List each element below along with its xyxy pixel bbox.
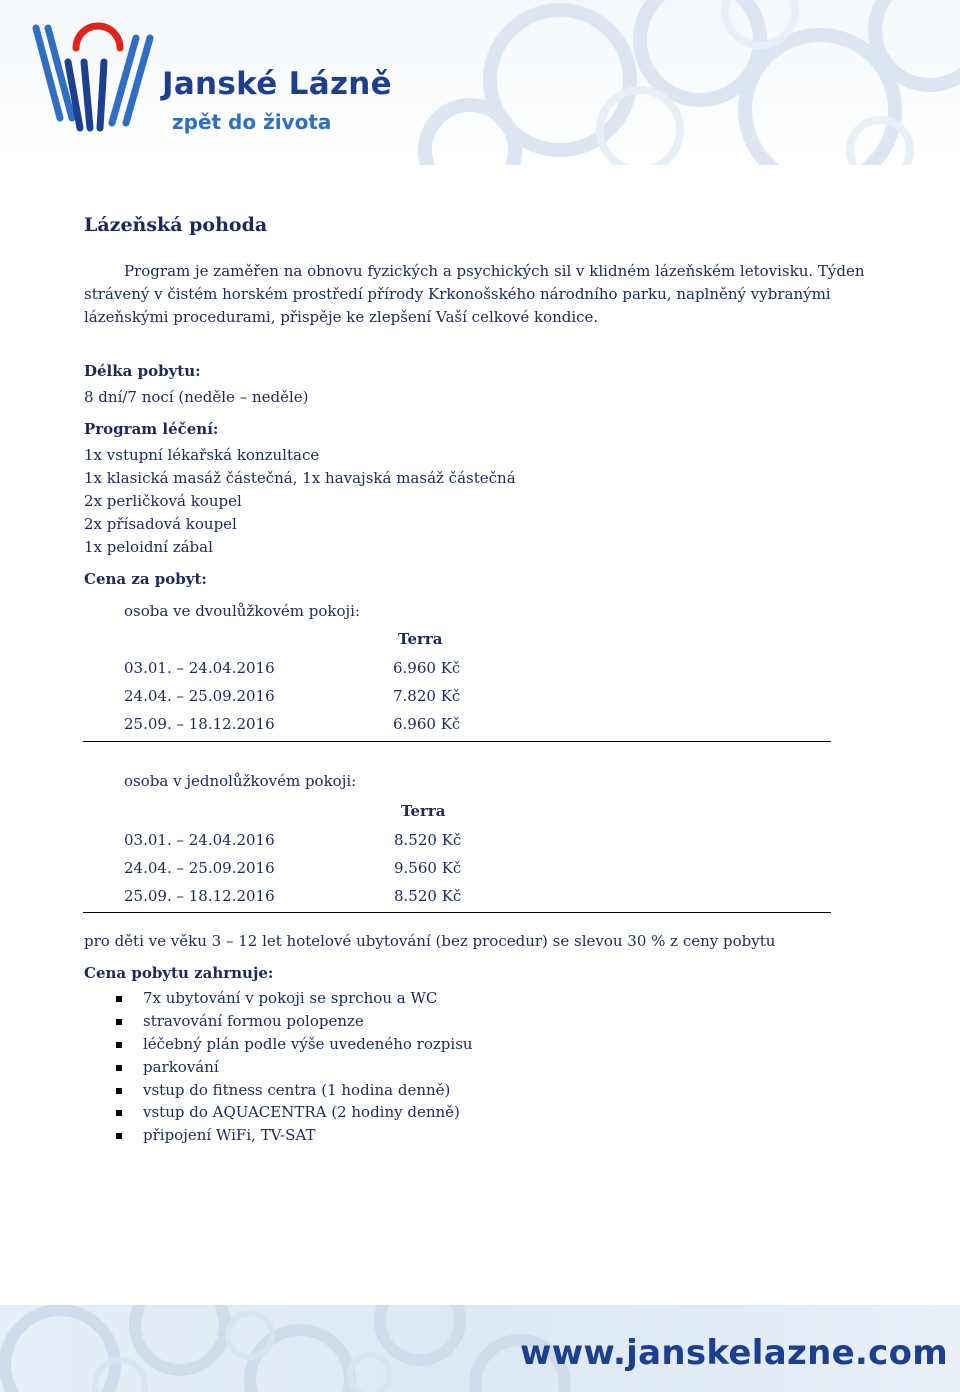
included-item: vstup do fitness centra (1 hodina denně): [143, 1081, 451, 1099]
price-period: 24.04. – 25.09.2016: [124, 687, 275, 705]
bullet-icon: [116, 996, 122, 1002]
price-value: 6.960 Kč: [393, 659, 461, 677]
children-discount-note: pro děti ve věku 3 – 12 let hotelové ubytování (bez procedur) se slevou 30 % z ceny pobytu: [84, 932, 776, 950]
intro-line: lázeňskými procedurami, přispěje ke zlepšení Vaší celkové kondice.: [84, 308, 599, 326]
program-item: 1x klasická masáž částečná, 1x havajská masáž částečná: [84, 469, 516, 487]
intro-line: Program je zaměřen na obnovu fyzických a psychických sil v klidném lázeňském letovisku. Týden: [124, 262, 865, 280]
included-item: vstup do AQUACENTRA (2 hodiny denně): [143, 1103, 460, 1121]
price-period: 03.01. – 24.04.2016: [124, 831, 275, 849]
bullet-icon: [116, 1110, 122, 1116]
price-period: 25.09. – 18.12.2016: [124, 887, 275, 905]
program-item: 1x vstupní lékařská konzultace: [84, 446, 320, 464]
price-value: 8.520 Kč: [394, 831, 462, 849]
included-item: stravování formou polopenze: [143, 1012, 364, 1030]
page-title: Lázeňská pohoda: [84, 214, 268, 236]
brand-tagline: zpět do života: [172, 110, 332, 134]
janske-lazne-logo-icon: [28, 18, 158, 136]
price-period: 03.01. – 24.04.2016: [124, 659, 275, 677]
length-heading: Délka pobytu:: [84, 362, 201, 380]
program-item: 2x přísadová koupel: [84, 515, 237, 533]
price-period: 24.04. – 25.09.2016: [124, 859, 275, 877]
program-item: 1x peloidní zábal: [84, 538, 213, 556]
bullet-icon: [116, 1042, 122, 1048]
price-value: 6.960 Kč: [393, 715, 461, 733]
program-item: 2x perličková koupel: [84, 492, 242, 510]
brand-name: Janské Lázně: [162, 66, 392, 102]
website-url: www.janskelazne.com: [520, 1333, 948, 1373]
page-footer: [0, 1305, 960, 1392]
program-heading: Program léčení:: [84, 420, 219, 438]
price-period: 25.09. – 18.12.2016: [124, 715, 275, 733]
single-price-column-header: Terra: [401, 802, 446, 820]
table-divider: [83, 741, 831, 742]
length-value: 8 dní/7 nocí (neděle – neděle): [84, 388, 309, 406]
included-item: připojení WiFi, TV-SAT: [143, 1126, 316, 1144]
included-heading: Cena pobytu zahrnuje:: [84, 964, 274, 982]
bullet-icon: [116, 1065, 122, 1071]
table-divider: [83, 912, 831, 913]
single-room-label: osoba v jednolůžkovém pokoji:: [124, 772, 357, 790]
bullet-icon: [116, 1088, 122, 1094]
price-value: 7.820 Kč: [393, 687, 461, 705]
included-item: parkování: [143, 1058, 219, 1076]
double-price-column-header: Terra: [398, 630, 443, 648]
bullet-icon: [116, 1019, 122, 1025]
double-room-label: osoba ve dvoulůžkovém pokoji:: [124, 602, 361, 620]
price-heading: Cena za pobyt:: [84, 570, 207, 588]
price-value: 8.520 Kč: [394, 887, 462, 905]
included-item: 7x ubytování v pokoji se sprchou a WC: [143, 989, 438, 1007]
price-value: 9.560 Kč: [394, 859, 462, 877]
intro-line: strávený v čistém horském prostředí přírody Krkonošského národního parku, naplněný vybranými: [84, 285, 831, 303]
page-header: [0, 0, 960, 165]
included-item: léčebný plán podle výše uvedeného rozpisu: [143, 1035, 473, 1053]
bullet-icon: [116, 1133, 122, 1139]
